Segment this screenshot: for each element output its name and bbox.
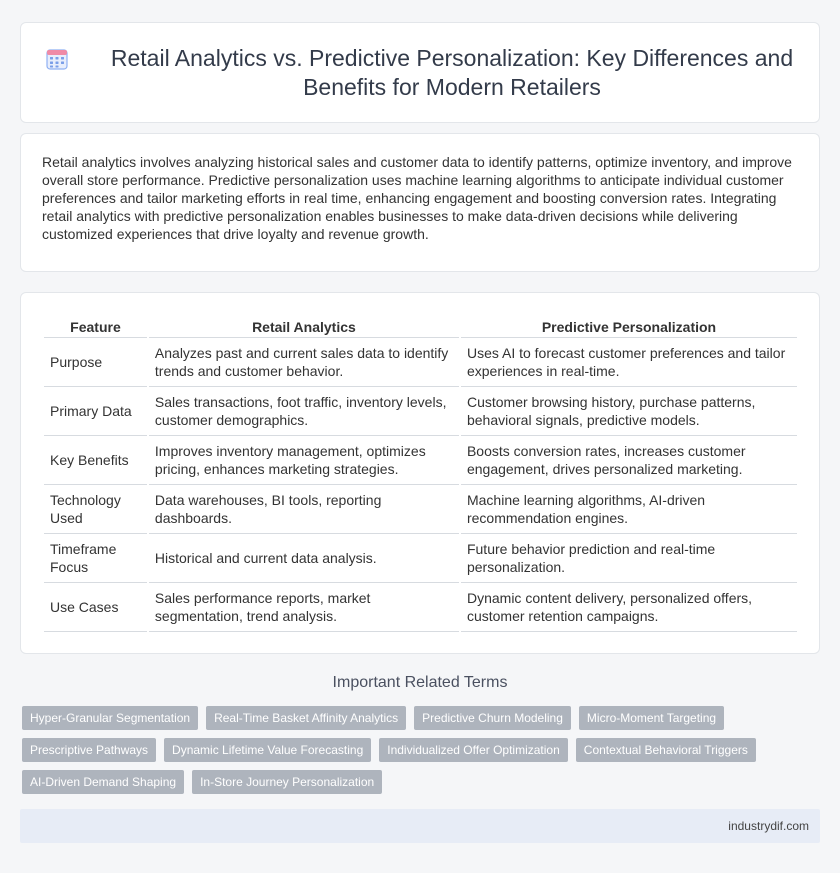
row-feature: Technology Used — [44, 485, 147, 534]
row-feature: Purpose — [44, 338, 147, 387]
row-retail-analytics: Historical and current data analysis. — [149, 534, 459, 583]
title-card — [20, 22, 820, 123]
related-term-tag[interactable]: AI-Driven Demand Shaping — [22, 770, 184, 794]
header-predictive-personalization: Predictive Personalization — [461, 314, 797, 338]
table-row — [44, 436, 797, 485]
calendar-grid-icon — [45, 47, 69, 71]
footer-site-link[interactable]: industrydif.com — [728, 819, 809, 833]
row-predictive-personalization: Customer browsing history, purchase patterns, behavioral signals, predictive models. — [461, 387, 797, 436]
row-feature: Timeframe Focus — [44, 534, 147, 583]
row-predictive-personalization: Dynamic content delivery, personalized offers, customer retention campaigns. — [461, 583, 797, 632]
related-term-tag[interactable]: Micro-Moment Targeting — [579, 706, 724, 730]
row-retail-analytics: Analyzes past and current sales data to identify trends and customer behavior. — [149, 338, 459, 387]
table-row — [44, 583, 797, 632]
related-term-tag[interactable]: Predictive Churn Modeling — [414, 706, 571, 730]
page-title: Retail Analytics vs. Predictive Personalization: Key Differences and Benefits for Modern Retailers — [110, 45, 794, 100]
header-feature: Feature — [44, 314, 147, 338]
related-term-tag[interactable]: Hyper-Granular Segmentation — [22, 706, 198, 730]
row-retail-analytics: Sales performance reports, market segmentation, trend analysis. — [149, 583, 459, 632]
table-row — [44, 534, 797, 583]
row-retail-analytics: Data warehouses, BI tools, reporting dashboards. — [149, 485, 459, 534]
row-feature: Key Benefits — [44, 436, 147, 485]
row-predictive-personalization: Future behavior prediction and real-time personalization. — [461, 534, 797, 583]
related-term-tag[interactable]: Individualized Offer Optimization — [379, 738, 568, 762]
table-row — [44, 387, 797, 436]
related-term-tag[interactable]: Dynamic Lifetime Value Forecasting — [164, 738, 371, 762]
intro-paragraph: Retail analytics involves analyzing historical sales and customer data to identify patterns, optimize inventory, and improve overall store performance. Predictive personalization uses machine learning algorithms to anticipate individual customer preferences and tailor marketing efforts in real time, enhancing engagement and boosting conversion rates. Integrating retail analytics with predictive personalization enables businesses to make data-driven decisions while delivering customized experiences that drive loyalty and revenue growth. — [42, 154, 792, 242]
row-retail-analytics: Sales transactions, foot traffic, inventory levels, customer demographics. — [149, 387, 459, 436]
related-term-tag[interactable]: Prescriptive Pathways — [22, 738, 156, 762]
header-retail-analytics: Retail Analytics — [149, 314, 459, 338]
table-header-row — [44, 314, 797, 338]
row-predictive-personalization: Machine learning algorithms, AI-driven recommendation engines. — [461, 485, 797, 534]
row-retail-analytics: Improves inventory management, optimizes pricing, enhances marketing strategies. — [149, 436, 459, 485]
footer — [20, 809, 820, 843]
comparison-table — [42, 314, 799, 632]
row-predictive-personalization: Uses AI to forecast customer preferences and tailor experiences in real-time. — [461, 338, 797, 387]
related-term-tag[interactable]: Real-Time Basket Affinity Analytics — [206, 706, 406, 730]
row-feature: Primary Data — [44, 387, 147, 436]
row-predictive-personalization: Boosts conversion rates, increases customer engagement, drives personalized marketing. — [461, 436, 797, 485]
related-term-tag[interactable]: Contextual Behavioral Triggers — [576, 738, 756, 762]
comparison-card — [20, 292, 820, 654]
related-terms-list — [22, 706, 822, 794]
related-terms-heading: Important Related Terms — [332, 674, 508, 691]
related-term-tag[interactable]: In-Store Journey Personalization — [192, 770, 382, 794]
table-row — [44, 338, 797, 387]
row-feature: Use Cases — [44, 583, 147, 632]
table-row — [44, 485, 797, 534]
intro-card — [20, 133, 820, 272]
